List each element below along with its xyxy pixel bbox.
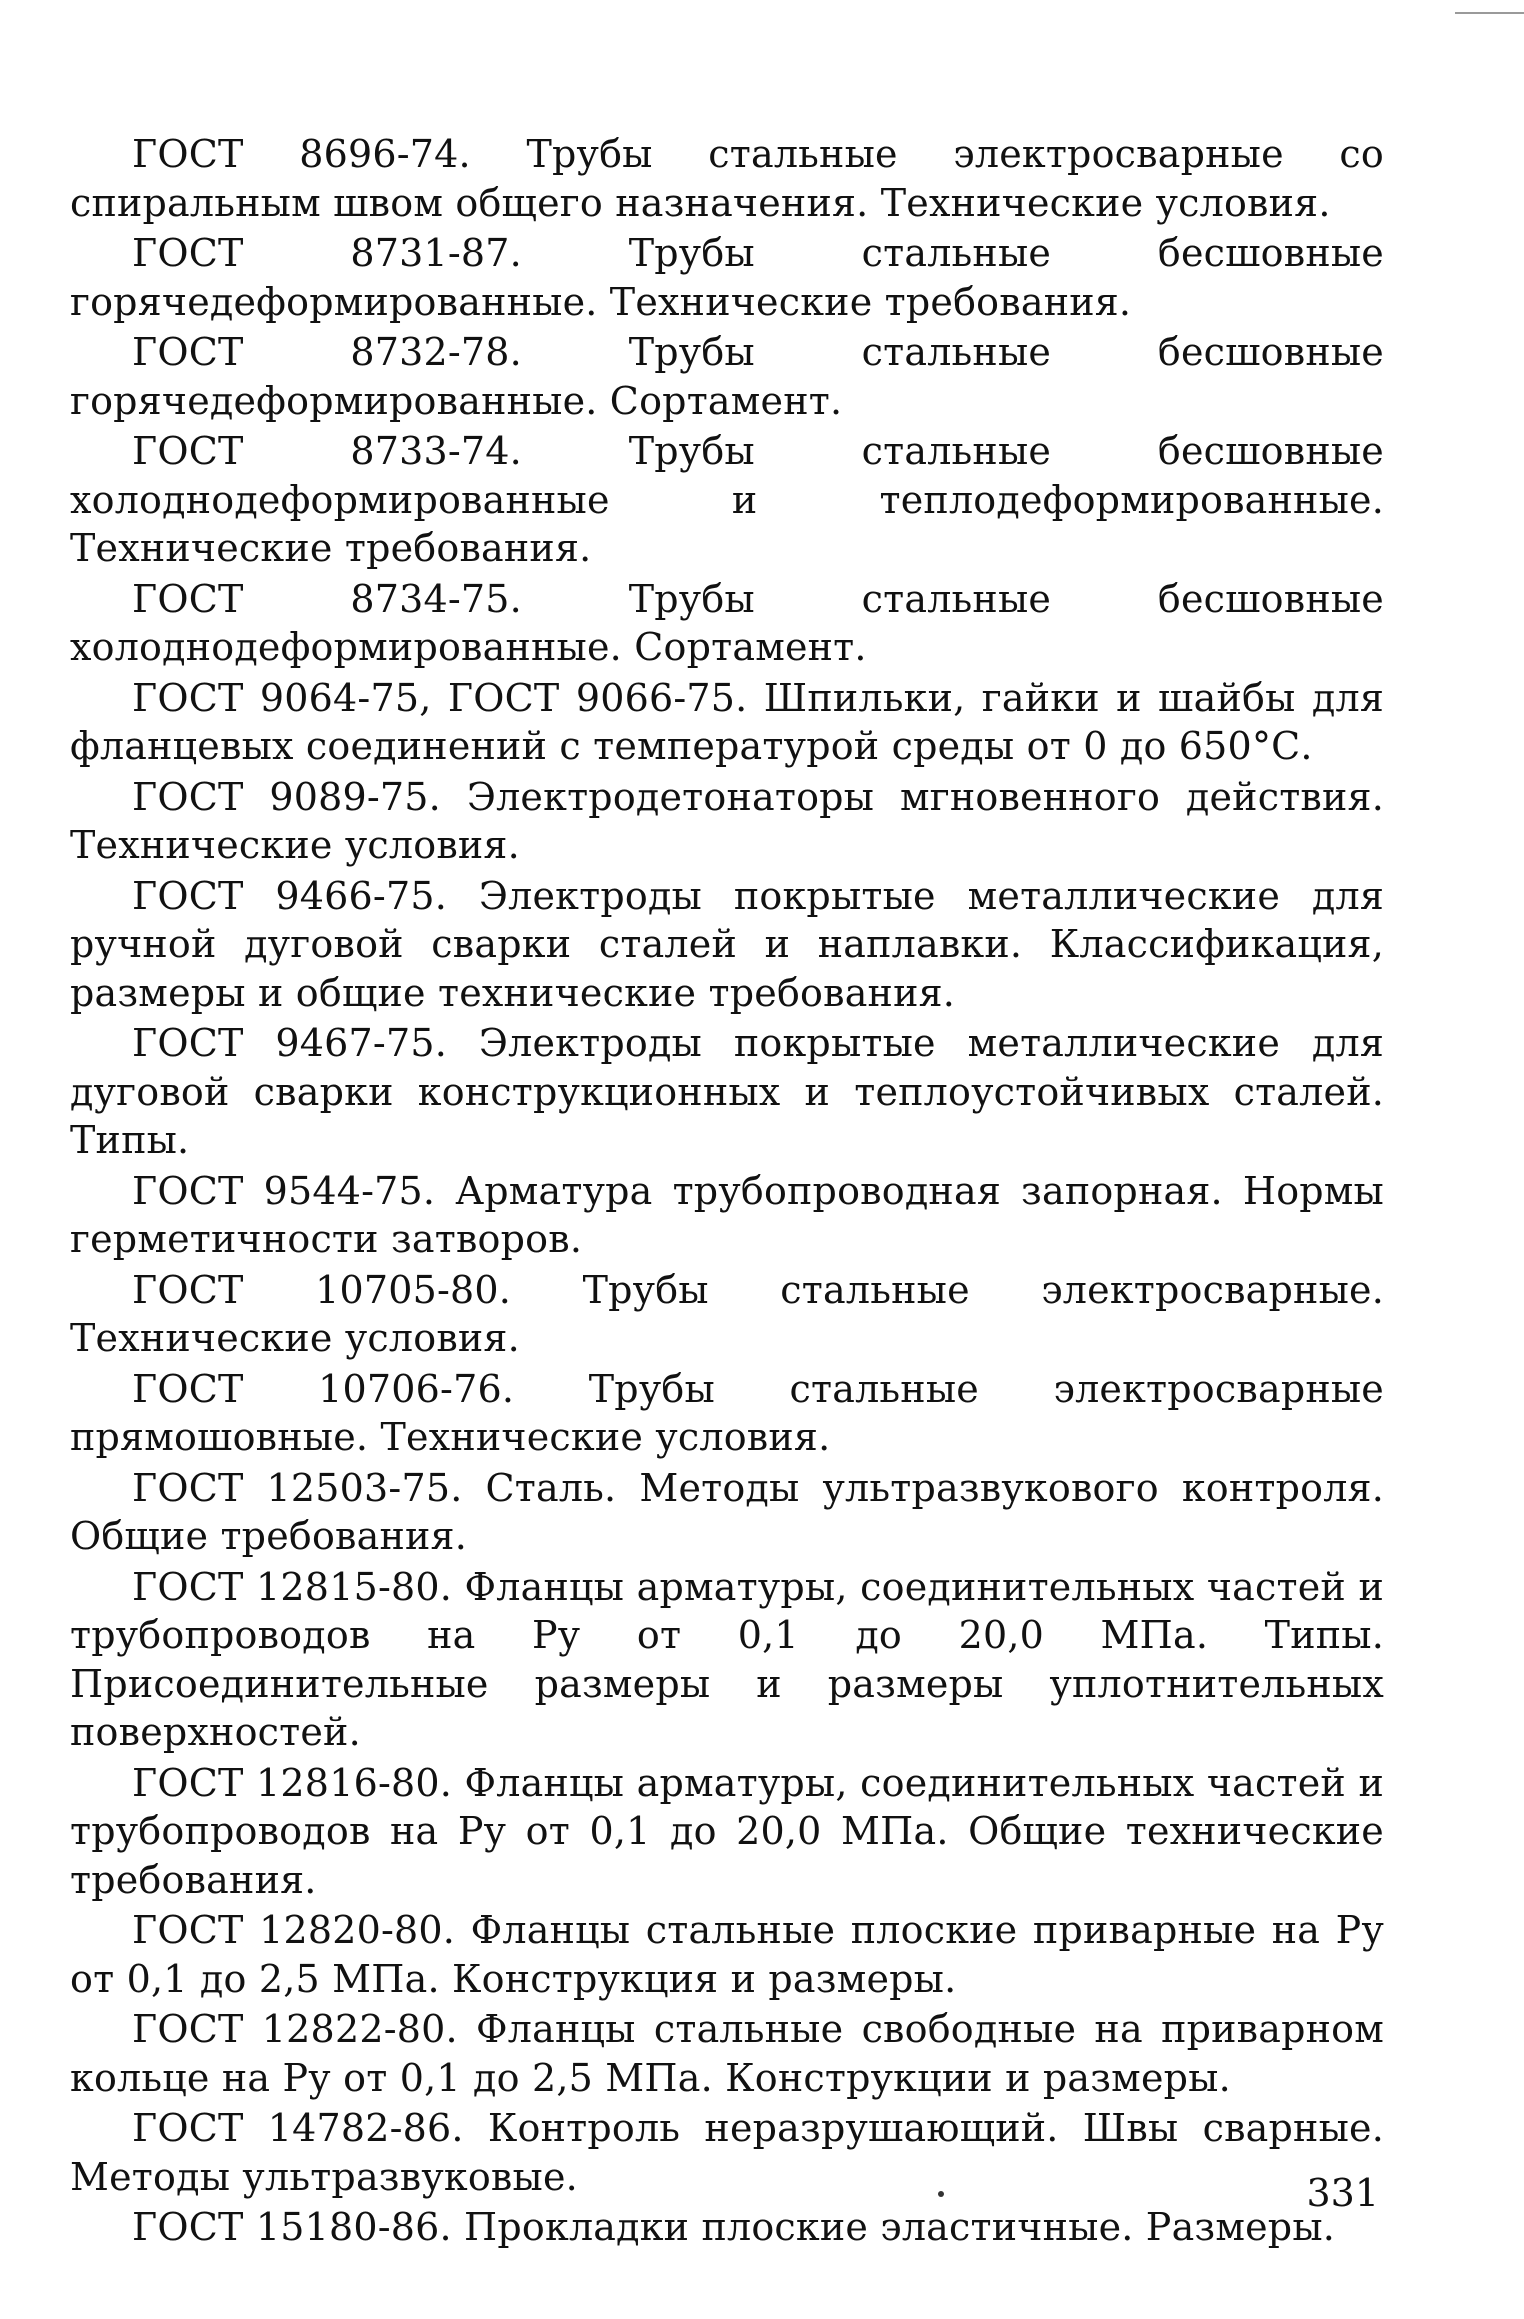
- list-item: ГОСТ 12820-80. Фланцы стальные плоские приварные на Ру от 0,1 до 2,5 МПа. Конструкция и размеры.: [70, 1908, 1384, 2001]
- list-item: ГОСТ 12815-80. Фланцы арматуры, соединительных частей и трубопроводов на Ру от 0,1 до 20,0 МПа. Типы. Присоединительные размеры и размеры уплотнительных поверхностей.: [70, 1564, 1384, 1754]
- list-item: ГОСТ 9544-75. Арматура трубопроводная запорная. Нормы герметичности затворов.: [70, 1168, 1384, 1261]
- list-item: ГОСТ 12822-80. Фланцы стальные свободные на приварном кольце на Ру от 0,1 до 2,5 МПа. Конструкции и размеры.: [70, 2007, 1384, 2100]
- list-item: ГОСТ 8733-74. Трубы стальные бесшовные холоднодеформированные и теплодеформированные. Технические требования.: [70, 429, 1384, 570]
- list-item: ГОСТ 9466-75. Электроды покрытые металлические для ручной дуговой сварки сталей и наплавки. Классификация, размеры и общие технические требования.: [70, 873, 1384, 1015]
- list-item: ГОСТ 8732-78. Трубы стальные бесшовные горячедеформированные. Сортамент.: [70, 330, 1384, 423]
- standards-list: [70, 130, 1384, 2254]
- list-item: ГОСТ 9467-75. Электроды покрытые металлические для дуговой сварки конструкционных и теплоустойчивых сталей. Типы.: [70, 1021, 1384, 1162]
- scan-edge-line: [1455, 12, 1524, 14]
- list-item: ГОСТ 10705-80. Трубы стальные электросварные. Технические условия.: [70, 1267, 1384, 1360]
- list-item: ГОСТ 9064-75, ГОСТ 9066-75. Шпильки, гайки и шайбы для фланцевых соединений с температурой среды от 0 до 650°С.: [70, 675, 1384, 768]
- bullet-dot: [938, 2191, 944, 2197]
- list-item: ГОСТ 9089-75. Электродетонаторы мгновенного действия. Технические условия.: [70, 774, 1384, 867]
- list-item: ГОСТ 8696-74. Трубы стальные электросварные со спиральным швом общего назначения. Технические условия.: [70, 132, 1384, 225]
- list-item: ГОСТ 12816-80. Фланцы арматуры, соединительных частей и трубопроводов на Ру от 0,1 до 20,0 МПа. Общие технические требования.: [70, 1760, 1384, 1902]
- list-item: ГОСТ 8734-75. Трубы стальные бесшовные холоднодеформированные. Сортамент.: [70, 576, 1384, 669]
- list-item: ГОСТ 15180-86. Прокладки плоские эластичные. Размеры.: [132, 2205, 1336, 2249]
- list-item: ГОСТ 8731-87. Трубы стальные бесшовные горячедеформированные. Технические требования.: [70, 231, 1384, 324]
- list-item: ГОСТ 10706-76. Трубы стальные электросварные прямошовные. Технические условия.: [70, 1366, 1384, 1459]
- page-number: 331: [1306, 2171, 1379, 2215]
- list-item: ГОСТ 12503-75. Сталь. Методы ультразвукового контроля. Общие требования.: [70, 1465, 1384, 1558]
- list-item: ГОСТ 14782-86. Контроль неразрушающий. Швы сварные. Методы ультразвуковые.: [70, 2106, 1384, 2199]
